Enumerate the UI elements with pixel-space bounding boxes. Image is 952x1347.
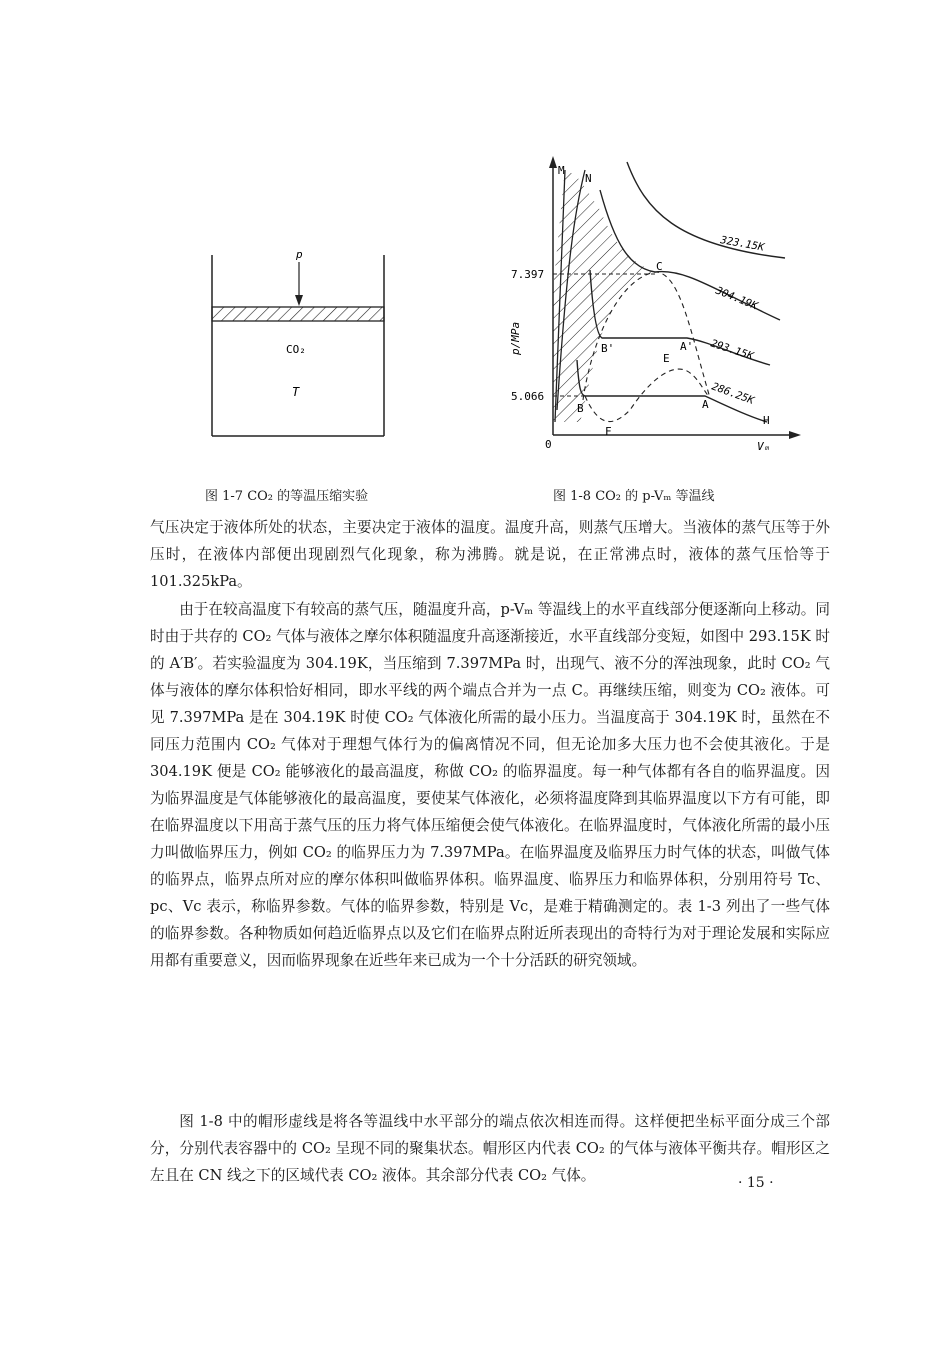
point-A-prime: A' bbox=[680, 340, 694, 353]
origin-label: 0 bbox=[545, 438, 552, 451]
x-axis-arrow bbox=[789, 431, 801, 439]
point-N: N bbox=[585, 172, 592, 185]
label-p: p bbox=[296, 248, 303, 261]
point-M: M bbox=[558, 164, 565, 177]
label-gas: CO₂ bbox=[286, 343, 306, 356]
point-C: C bbox=[656, 260, 663, 273]
isotherm-label-323: 323.15K bbox=[719, 234, 766, 254]
isotherm-label-293: 293.15K bbox=[709, 337, 755, 363]
pressure-arrow-head bbox=[295, 295, 303, 306]
label-temperature: T bbox=[292, 385, 300, 399]
point-E: E bbox=[663, 352, 670, 365]
figure-1-7-caption: 图 1-7 CO₂ 的等温压缩实验 bbox=[205, 489, 369, 504]
paragraph-2: 由于在较高温度下有较高的蒸气压，随温度升高，p-Vₘ 等温线上的水平直线部分便逐渐向上移动。同时由于共存的 CO₂ 气体与液体之摩尔体积随温度升高逐渐接近，水平直线部分变短，如图中 293.15K 时的 A′B′。若实验温度为 304.19K，当压缩到 7.397MPa 时，出现气、液不分的浑浊现象，此时 CO₂ 气体与液体的摩尔体积恰好相同，即水平线的两个端点合并为一点 C。再继续压缩，则变为 CO₂ 液体。可见 7.397MPa 是在 304.19K 时使 CO₂ 气体液化所需的最小压力。当温度高于 304.19K 时，虽然在不同压力范围内 CO₂ 气体对于理想气体行为的偏离情况不同，但无论加多大压力也不会使其液化。于是 304.19K 便是 CO₂ 能够液化的最高温度，称做 CO₂ 的临界温度。每一种气体都有各自的临界温度。因为临界温度是气体能够液化的最高温度，要使某气体液化，必须将温度降到其临界温度以下方有可能，即在临界温度以下用高于蒸气压的压力将气体压缩便会使气体液化。在临界温度时，气体液化所需的最小压力叫做临界压力，例如 CO₂ 的临界压力为 7.397MPa。在临界温度及临界压力时气体的状态，叫做气体的临界点，临界点所对应的摩尔体积叫做临界体积。临界温度、临界压力和临界体积，分别用符号 Tc、pc、Vc 表示，称临界参数。气体的临界参数，特别是 Vc，是难于精确测定的。表 1-3 列出了一些气体的临界参数。各种物质如何趋近临界点以及它们在临界点附近所表现出的奇特行为对于理论发展和实际应用都有重要意义，因而临界现象在近些年来已成为一个十分活跃的研究领域。 bbox=[150, 601, 830, 969]
y-axis-label: p/MPa bbox=[509, 321, 522, 355]
x-axis-label: Vₘ bbox=[757, 440, 771, 453]
point-B: B bbox=[577, 402, 584, 415]
ytick-high: 7.397 bbox=[511, 268, 545, 281]
figure-1-8-caption: 图 1-8 CO₂ 的 p-Vₘ 等温线 bbox=[553, 489, 715, 504]
point-F: F bbox=[605, 425, 612, 438]
ytick-low: 5.066 bbox=[511, 390, 545, 403]
figure-1-7-cylinder bbox=[200, 240, 400, 450]
point-B-prime: B' bbox=[601, 342, 615, 355]
isotherm-label-286: 286.25K bbox=[709, 380, 756, 407]
paragraph-1: 气压决定于液体所处的状态，主要决定于液体的温度。温度升高，则蒸气压增大。当液体的蒸气压等于外压时，在液体内部便出现剧烈气化现象，称为沸腾。就是说，在正常沸点时，液体的蒸气压恰等于 101.325kPa。 bbox=[150, 519, 830, 590]
y-axis-arrow bbox=[549, 156, 557, 168]
point-A: A bbox=[702, 398, 709, 411]
page-number: · 15 · bbox=[738, 1175, 774, 1191]
paragraph-3: 图 1-8 中的帽形虚线是将各等温线中水平部分的端点依次相连而得。这样便把坐标平面分成三个部分，分别代表容器中的 CO₂ 呈现不同的聚集状态。帽形区内代表 CO₂ 的气体与液体平衡共存。帽形区之左且在 CN 线之下的区域代表 CO₂ 液体。其余部分代表 CO₂ 气体。 bbox=[150, 1113, 830, 1184]
piston bbox=[212, 307, 384, 321]
vdw-loop bbox=[585, 369, 710, 421]
point-H: H bbox=[763, 414, 770, 427]
isotherm-label-304: 304.19K bbox=[713, 284, 760, 313]
figure-1-8-isotherms bbox=[505, 150, 805, 460]
